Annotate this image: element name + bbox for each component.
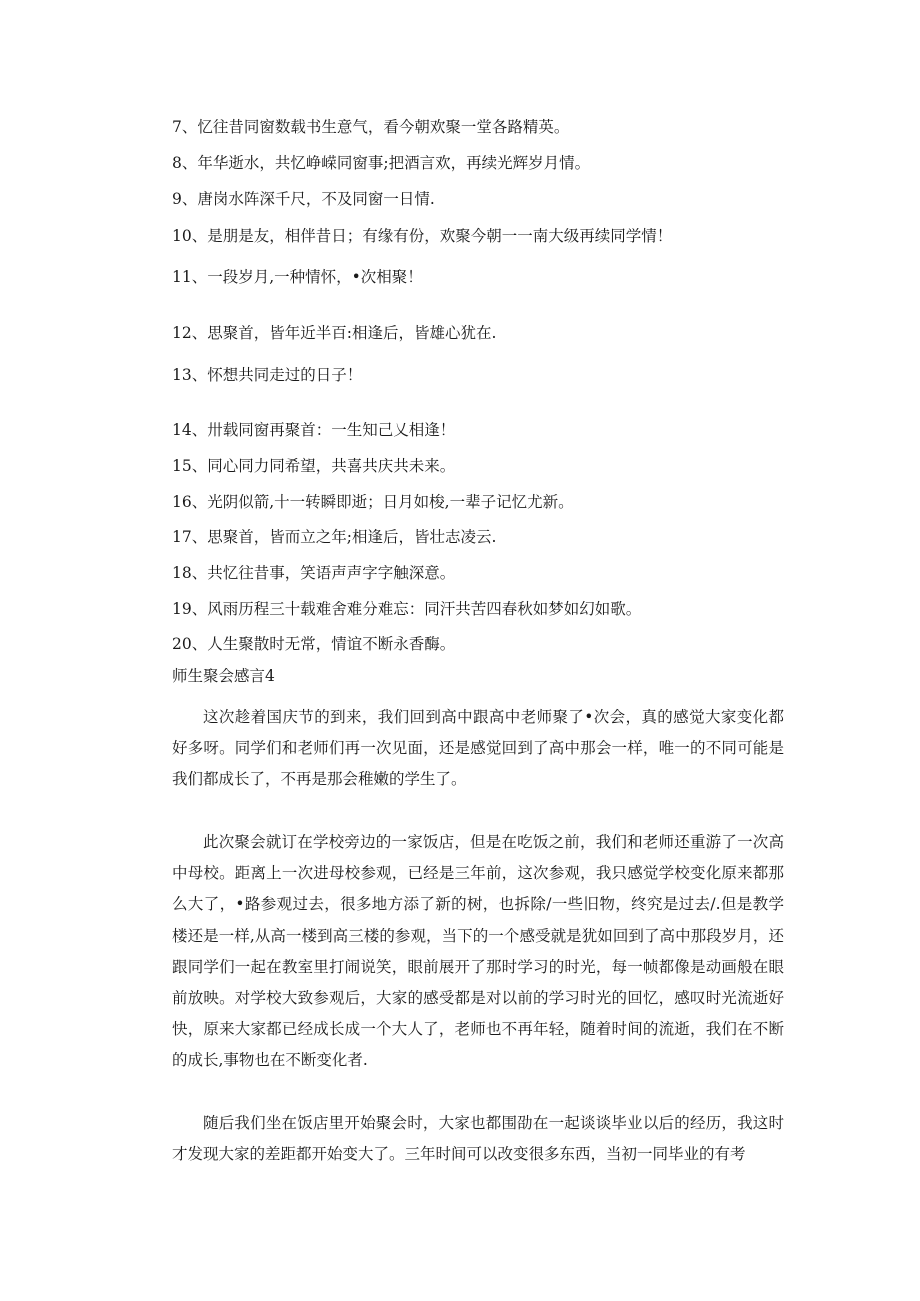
paragraph-2: 此次聚会就订在学校旁边的一家饭店，但是在吃饭之前，我们和老师还重游了一次高中母校。距离上一次进母校参观，已经是三年前，这次参观，我只感觉学校变化原来都那么大了，•路参观过去，很多地方添了新的树，也拆除/一些旧物，终究是过去/.但是教学楼还是一样,从高一楼到高三楼的参观，当下的一个感受就是犹如回到了高中那段岁月，还跟同学们一起在教室里打闹说笑，眼前展开了那时学习的时光，每一帧都像是动画般在眼前放映。对学校大致参观后，大家的感受都是对以前的学习时光的回忆，感叹时光流逝好快，原来大家都已经成长成一个大人了，老师也不再年轻，随着时间的流逝，我们在不断的成长,事物也在不断变化者. xyxy=(172,833,784,1070)
list-item: 19、风雨历程三十载难舍难分难忘：同汗共苦四春秋如梦如幻如歌。 xyxy=(172,600,642,618)
list-item: 8、年华逝水，共忆峥嵘同窗事;把酒言欢，再续光辉岁月情。 xyxy=(172,154,591,172)
list-item: 9、唐岗水阵深千尺，不及同窗一日情. xyxy=(172,190,435,208)
list-item: 13、怀想共同走过的日子！ xyxy=(172,366,363,384)
section-title: 师生聚会感言4 xyxy=(172,667,275,685)
list-item: 15、同心同力同希望，共喜共庆共未来。 xyxy=(172,457,456,475)
list-item: 20、人生聚散时无常，情谊不断永香酶。 xyxy=(172,635,456,653)
list-item: 17、思聚首，皆而立之年;相逢后，皆壮志凌云. xyxy=(172,528,497,546)
list-item: 12、思聚首，皆年近半百:相逢后，皆雄心犹在. xyxy=(172,324,497,342)
list-item: 10、是朋是友，相伴昔日；有缘有份，欢聚今朝一一南大级再续同学情！ xyxy=(172,227,673,245)
paragraph-1: 这次趁着国庆节的到来，我们回到高中跟高中老师聚了•次会，真的感觉大家变化都好多呀。同学们和老师们再一次见面，还是感觉回到了高中那会一样，唯一的不同可能是我们都成长了，不再是那会稚嫩的学生了。 xyxy=(172,708,784,789)
list-item: 7、忆往昔同窗数载书生意气，看今朝欢聚一堂各路精英。 xyxy=(172,118,570,136)
list-item: 18、共忆往昔事，笑语声声字字触深意。 xyxy=(172,564,456,582)
paragraph-3: 随后我们坐在饭店里开始聚会时，大家也都围劭在一起谈谈毕业以后的经历，我这时才发现大家的差距都开始变大了。三年时间可以改变很多东西，当初一同毕业的有考 xyxy=(172,1114,784,1164)
list-item: 14、卅载同窗再聚首：一生知己乂相逢！ xyxy=(172,421,456,439)
list-item: 11、一段岁月,一种情怀，•次相聚！ xyxy=(172,268,423,286)
list-item: 16、光阴似箭,十一转瞬即逝；日月如梭,一辈子记忆尤新。 xyxy=(172,493,574,511)
